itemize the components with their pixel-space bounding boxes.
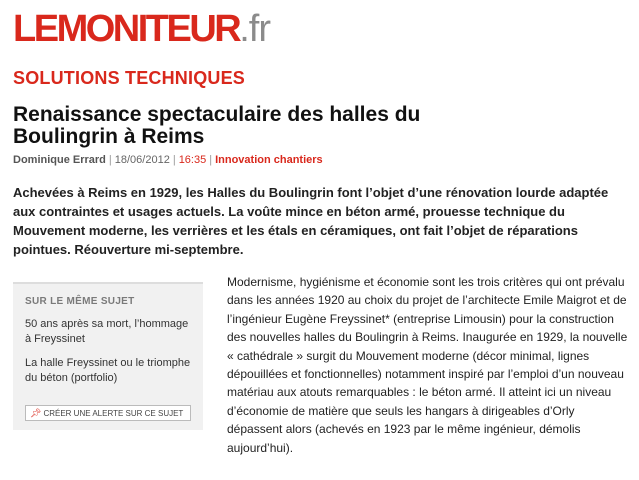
logo-fr: .fr (239, 8, 270, 50)
publish-time: 16:35 (178, 154, 207, 166)
article-lead: Achevées à Reims en 1929, les Halles du Boulingrin font l’objet d’une rénovation lourde adaptée aux contraintes et usages actuels. La voûte mince en béton armé, prouesse technique du Mouvement moderne, les verrières et les étals en céramiques, ont fait l’objet de réparations pointues. Réouverture mi-septembre. (13, 185, 609, 257)
publish-date: 18/06/2012 (114, 154, 170, 166)
logo-le: LE (13, 8, 57, 50)
related-title: SUR LE MÊME SUJET (25, 296, 135, 307)
author-name: Dominique Errard (13, 154, 106, 166)
pin-icon: 📌︎ (30, 408, 42, 418)
related-link[interactable]: 50 ans après sa mort, l’hommage à Freyssinet (25, 318, 189, 345)
related-link[interactable]: La halle Freyssinet ou le triomphe du béton (portfolio) (25, 357, 191, 384)
byline-separator: | (108, 154, 112, 166)
byline-separator: | (209, 154, 213, 166)
section-title[interactable]: SOLUTIONS TECHNIQUES (13, 68, 246, 88)
byline (13, 154, 323, 166)
related-articles-box (13, 282, 203, 430)
article-headline: Renaissance spectaculaire des halles du Boulingrin à Reims (13, 103, 421, 148)
site-logo[interactable] (13, 8, 270, 50)
create-alert-button[interactable] (25, 405, 191, 421)
article-body: Modernisme, hygiénisme et économie sont les trois critères qui ont prévalu dans les années 1920 au choix du projet de l’architecte Emile Maigrot et de l’ingénieur Eugène Freyssinet* (entreprise Limousin) pour la construction des nouvelles halles du Boulingrin à Reims. Inaugurée en 1929, la nouvelle « cathédrale » surgit du Mouvement moderne (décor minimal, lignes dépouillées et fonctionnelles) notamment inspiré par l’emploi d’un nouveau matériau aux atouts remarquables : le béton armé. Il atteint ici un niveau d’économie de matière que seuls les hangars à dirigeables d’Orly dépassent alors (achevés en 1923 par le même ingénieur, démolis aujourd’hui). (227, 275, 628, 455)
create-alert-label: CRÉER UNE ALERTE SUR CE SUJET (43, 409, 184, 418)
logo-moniteur: MONITEUR (56, 8, 240, 50)
byline-separator: | (172, 154, 176, 166)
category-link[interactable]: Innovation chantiers (215, 154, 323, 166)
